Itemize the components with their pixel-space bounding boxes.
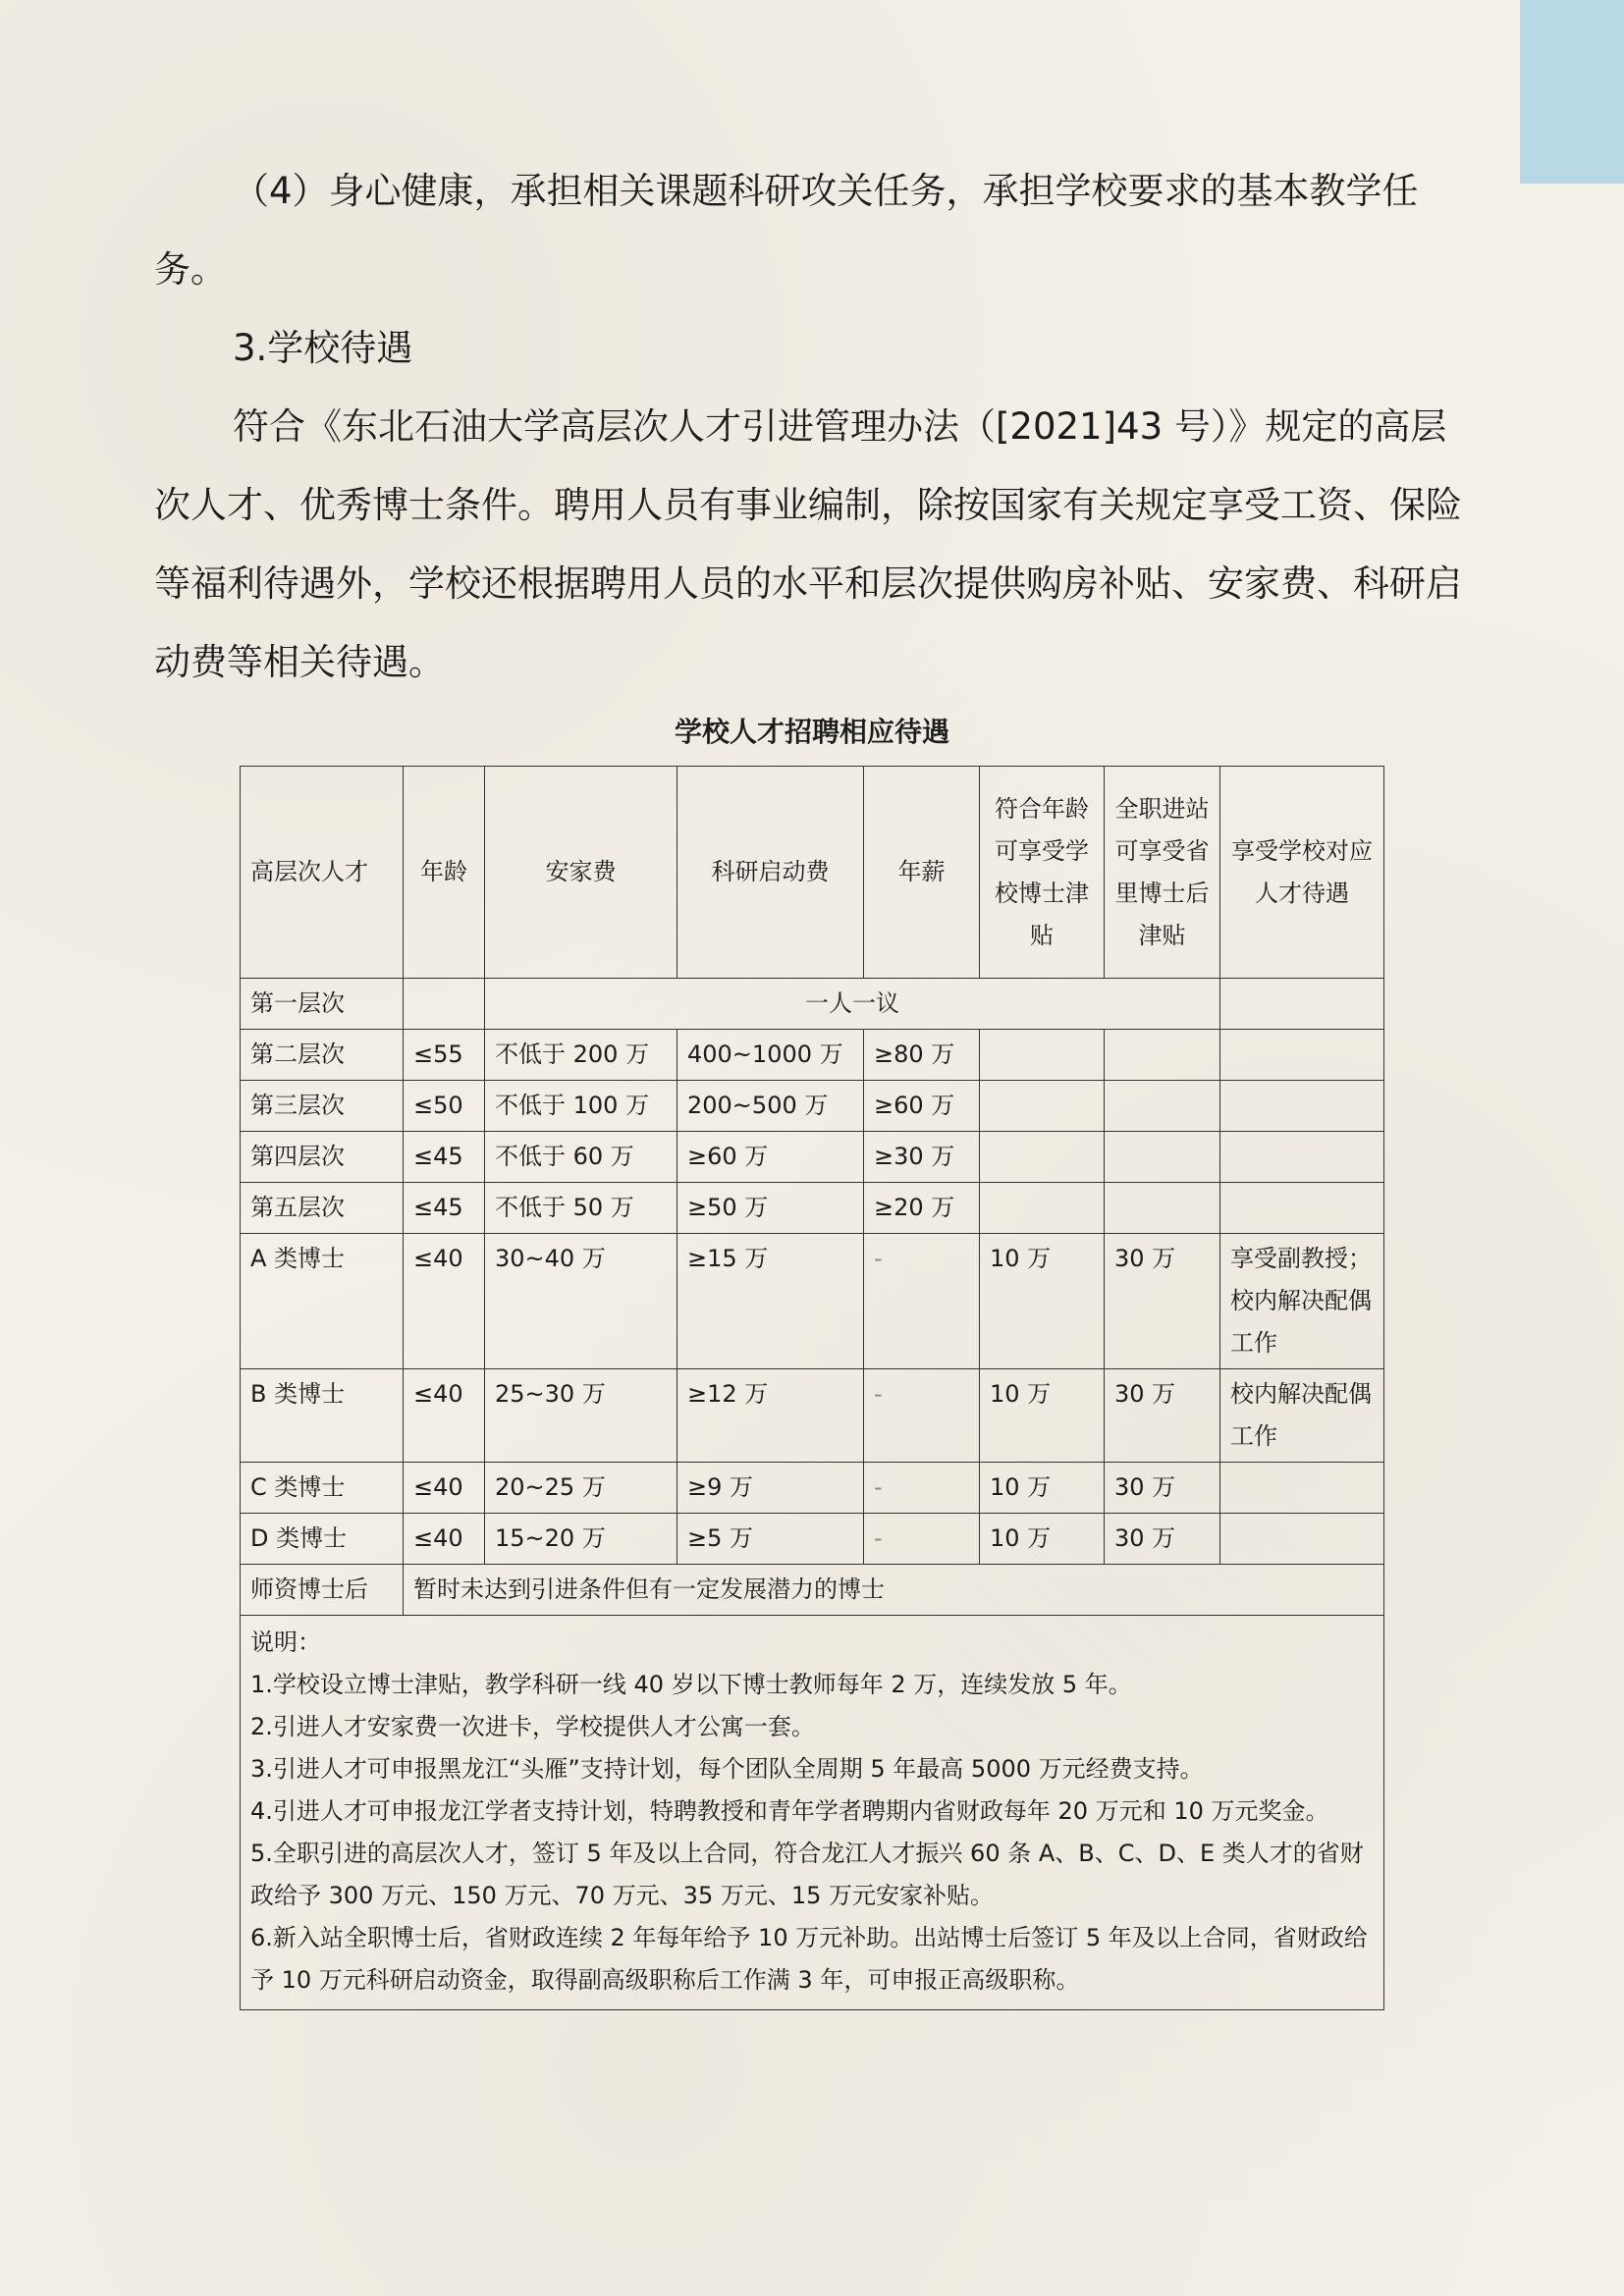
header-settle: 安家费 [485, 767, 677, 979]
cell-benefit [1220, 1030, 1384, 1081]
cell-phd [980, 1132, 1105, 1183]
cell-phd: 10 万 [980, 1463, 1105, 1514]
cell-age: ≤40 [404, 1369, 485, 1463]
cell-settle: 不低于 60 万 [485, 1132, 677, 1183]
corner-tab [1520, 0, 1624, 184]
cell-age: ≤50 [404, 1081, 485, 1132]
cell-research: 200~500 万 [677, 1081, 864, 1132]
cell-level: 第四层次 [241, 1132, 404, 1183]
cell-salary: - [864, 1463, 980, 1514]
cell-level: 第五层次 [241, 1183, 404, 1234]
cell-level: 第二层次 [241, 1030, 404, 1081]
cell-research: ≥50 万 [677, 1183, 864, 1234]
cell-salary: - [864, 1514, 980, 1565]
cell-research: 400~1000 万 [677, 1030, 864, 1081]
cell-settle: 15~20 万 [485, 1514, 677, 1565]
cell-salary: ≥30 万 [864, 1132, 980, 1183]
cell-salary: ≥60 万 [864, 1081, 980, 1132]
cell-level: D 类博士 [241, 1514, 404, 1565]
cell-postdoc: 30 万 [1105, 1463, 1220, 1514]
cell-benefit [1220, 1132, 1384, 1183]
cell-salary: ≥20 万 [864, 1183, 980, 1234]
note-4: 4.引进人才可申报龙江学者支持计划，特聘教授和青年学者聘期内省财政每年 20 万元和 10 万元奖金。 [250, 1797, 1329, 1825]
cell-research: ≥15 万 [677, 1234, 864, 1369]
cell-level: 师资博士后 [241, 1565, 404, 1616]
cell-phd: 10 万 [980, 1369, 1105, 1463]
cell-phd [980, 1081, 1105, 1132]
cell-merged: 一人一议 [485, 979, 1220, 1030]
cell-postdoc [1105, 1183, 1220, 1234]
cell-age [404, 979, 485, 1030]
cell-settle: 25~30 万 [485, 1369, 677, 1463]
cell-settle: 不低于 100 万 [485, 1081, 677, 1132]
cell-salary: - [864, 1234, 980, 1369]
cell-level: 第三层次 [241, 1081, 404, 1132]
cell-salary: - [864, 1369, 980, 1463]
paragraph-requirement-4: （4）身心健康，承担相关课题科研攻关任务，承担学校要求的基本教学任务。 [154, 170, 1419, 291]
section-heading: 3.学校待遇 [233, 327, 413, 369]
header-research: 科研启动费 [677, 767, 864, 979]
note-6: 6.新入站全职博士后，省财政连续 2 年每年给予 10 万元补助。出站博士后签订 5 年及以上合同，省财政给予 10 万元科研启动资金，取得副高级职称后工作满 3 年，可申报正高级职称。 [250, 1924, 1368, 1994]
notes-cell [241, 1616, 1384, 2010]
header-postdoc-allowance: 全职进站可享受省里博士后津贴 [1105, 767, 1220, 979]
cell-age: ≤40 [404, 1463, 485, 1514]
cell-settle: 不低于 50 万 [485, 1183, 677, 1234]
header-salary: 年薪 [864, 767, 980, 979]
note-2: 2.引进人才安家费一次进卡，学校提供人才公寓一套。 [250, 1713, 815, 1740]
cell-settle: 20~25 万 [485, 1463, 677, 1514]
cell-postdoc-desc: 暂时未达到引进条件但有一定发展潜力的博士 [404, 1565, 1384, 1616]
cell-research: ≥60 万 [677, 1132, 864, 1183]
cell-postdoc [1105, 1081, 1220, 1132]
cell-settle: 不低于 200 万 [485, 1030, 677, 1081]
cell-benefit [1220, 1514, 1384, 1565]
table-body [241, 1030, 1384, 1565]
cell-settle: 30~40 万 [485, 1234, 677, 1369]
table-row [241, 1514, 1384, 1565]
cell-phd [980, 1030, 1105, 1081]
cell-postdoc [1105, 1132, 1220, 1183]
cell-research: ≥5 万 [677, 1514, 864, 1565]
cell-postdoc [1105, 1030, 1220, 1081]
header-phd-allowance: 符合年龄可享受学校博士津贴 [980, 767, 1105, 979]
note-3: 3.引进人才可申报黑龙江“头雁”支持计划，每个团队全周期 5 年最高 5000 万元经费支持。 [250, 1755, 1204, 1783]
cell-benefit [1220, 1081, 1384, 1132]
table-header-row [241, 767, 1384, 979]
cell-phd: 10 万 [980, 1234, 1105, 1369]
cell-research: ≥12 万 [677, 1369, 864, 1463]
paragraph-benefits: 符合《东北石油大学高层次人才引进管理办法（[2021]43 号）》规定的高层次人才、优秀博士条件。聘用人员有事业编制，除按国家有关规定享受工资、保险等福利待遇外，学校还根据聘用人员的水平和层次提供购房补贴、安家费、科研启动费等相关待遇。 [154, 405, 1462, 683]
cell-benefit [1220, 1463, 1384, 1514]
cell-postdoc: 30 万 [1105, 1514, 1220, 1565]
table-row [241, 1234, 1384, 1369]
cell-research: ≥9 万 [677, 1463, 864, 1514]
cell-level: C 类博士 [241, 1463, 404, 1514]
table-row [241, 1183, 1384, 1234]
notes-label: 说明： [250, 1629, 321, 1656]
table-row [241, 1463, 1384, 1514]
cell-salary: ≥80 万 [864, 1030, 980, 1081]
cell-phd: 10 万 [980, 1514, 1105, 1565]
table-row [241, 1081, 1384, 1132]
header-age: 年龄 [404, 767, 485, 979]
table-row [241, 979, 1384, 1030]
table-notes-row [241, 1616, 1384, 2010]
cell-age: ≤40 [404, 1514, 485, 1565]
table-row [241, 1369, 1384, 1463]
note-5: 5.全职引进的高层次人才，签订 5 年及以上合同，符合龙江人才振兴 60 条 A、B、C、D、E 类人才的省财政给予 300 万元、150 万元、70 万元、35 万元、15 万元安家补贴。 [250, 1840, 1364, 1909]
benefits-table [240, 766, 1384, 2010]
cell-age: ≤40 [404, 1234, 485, 1369]
cell-benefit: 享受副教授；校内解决配偶工作 [1220, 1234, 1384, 1369]
cell-age: ≤45 [404, 1183, 485, 1234]
header-level: 高层次人才 [241, 767, 404, 979]
cell-phd [980, 1183, 1105, 1234]
note-1: 1.学校设立博士津贴，教学科研一线 40 岁以下博士教师每年 2 万，连续发放 5 年。 [250, 1671, 1132, 1698]
table-row [241, 1030, 1384, 1081]
table-row [241, 1132, 1384, 1183]
cell-level: 第一层次 [241, 979, 404, 1030]
cell-level: B 类博士 [241, 1369, 404, 1463]
cell-postdoc: 30 万 [1105, 1369, 1220, 1463]
cell-postdoc: 30 万 [1105, 1234, 1220, 1369]
cell-level: A 类博士 [241, 1234, 404, 1369]
cell-age: ≤45 [404, 1132, 485, 1183]
table-title: 学校人才招聘相应待遇 [674, 716, 949, 748]
cell-benefit [1220, 1183, 1384, 1234]
cell-benefit [1220, 979, 1384, 1030]
cell-benefit: 校内解决配偶工作 [1220, 1369, 1384, 1463]
cell-age: ≤55 [404, 1030, 485, 1081]
table-row-postdoc [241, 1565, 1384, 1616]
header-school-benefit: 享受学校对应人才待遇 [1220, 767, 1384, 979]
